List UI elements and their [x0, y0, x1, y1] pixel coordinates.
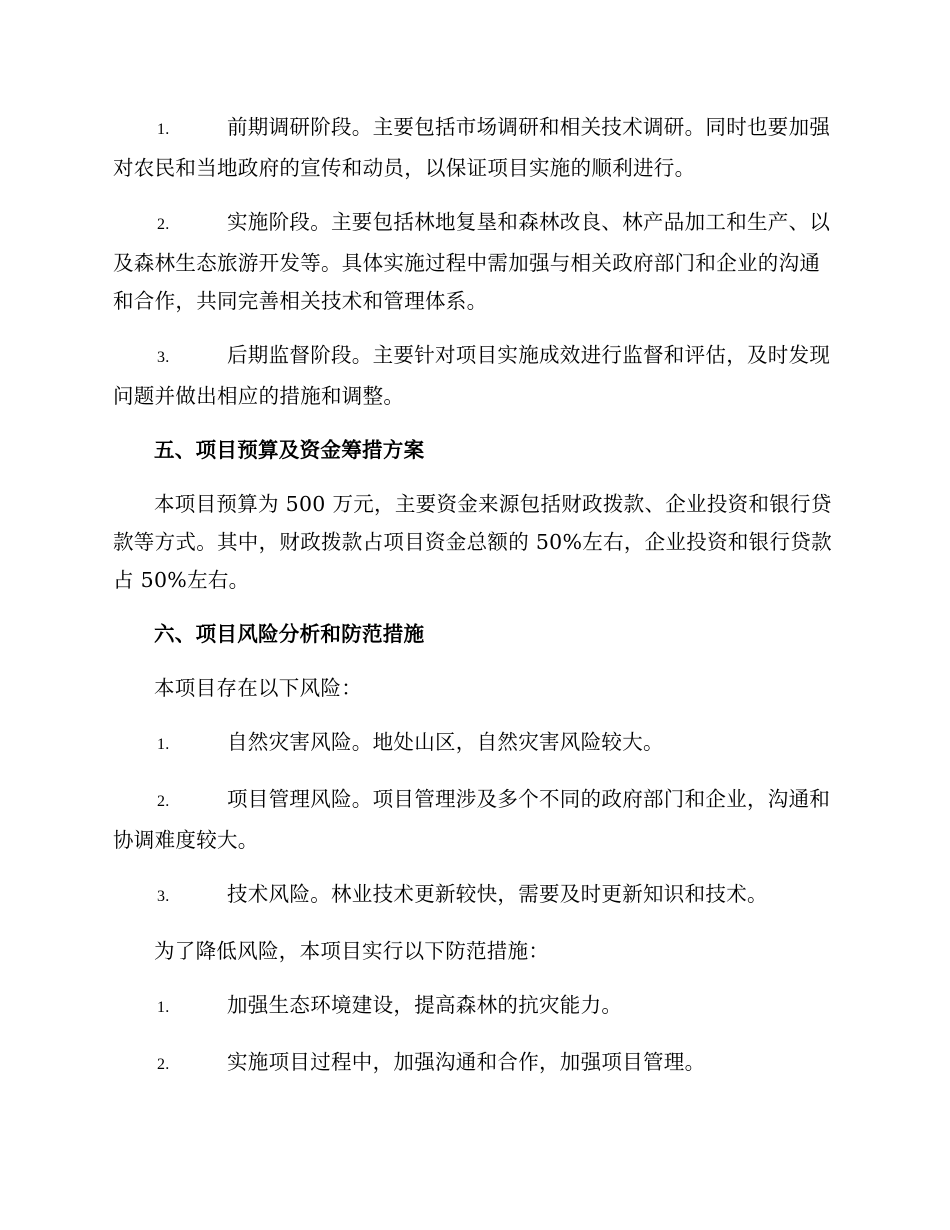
paragraph: 本项目存在以下风险：: [154, 676, 362, 700]
list-number: 3.: [157, 349, 170, 366]
list-item: [113, 875, 837, 916]
list-item: [113, 780, 837, 859]
list-number: 2.: [157, 793, 170, 810]
section-heading: 五、项目预算及资金筹措方案: [154, 438, 425, 462]
list-item: [113, 1043, 837, 1084]
list-number: 3.: [157, 888, 170, 905]
list-number: 1.: [157, 999, 170, 1016]
list-text: 技术风险。林业技术更新较快，需要及时更新知识和技术。: [227, 882, 768, 906]
list-item: [113, 108, 837, 187]
list-text: 加强生态环境建设，提高森林的抗灾能力。: [227, 993, 623, 1017]
list-item: [113, 986, 837, 1027]
list-text: 自然灾害风险。地处山区，自然灾害风险较大。: [227, 730, 664, 754]
paragraph: 本项目预算为 500 万元，主要资金来源包括财政拨款、企业投资和银行贷款等方式。其中，财政拨款占项目资金总额的 50%左右，企业投资和银行贷款占 50%左右。: [113, 492, 832, 592]
section-heading: 六、项目风险分析和防范措施: [154, 622, 425, 646]
list-text: 实施阶段。主要包括林地复垦和森林改良、林产品加工和生产、以及森林生态旅游开发等。具体实施过程中需加强与相关政府部门和企业的沟通和合作，共同完善相关技术和管理体系。: [113, 210, 831, 313]
list-number: 1.: [157, 121, 170, 138]
list-item: [113, 336, 837, 415]
list-text: 前期调研阶段。主要包括市场调研和相关技术调研。同时也要加强对农民和当地政府的宣传和动员，以保证项目实施的顺利进行。: [113, 115, 831, 180]
list-number: 1.: [157, 736, 170, 753]
list-number: 2.: [157, 1056, 170, 1073]
paragraph: 为了降低风险，本项目实行以下防范措施：: [154, 939, 550, 963]
list-text: 项目管理风险。项目管理涉及多个不同的政府部门和企业，沟通和协调难度较大。: [113, 787, 831, 852]
document-page: [113, 108, 837, 1100]
list-item: [113, 723, 837, 764]
list-text: 实施项目过程中，加强沟通和合作，加强项目管理。: [227, 1050, 706, 1074]
list-text: 后期监督阶段。主要针对项目实施成效进行监督和评估，及时发现问题并做出相应的措施和调整。: [113, 343, 831, 408]
list-number: 2.: [157, 216, 170, 233]
list-item: [113, 203, 837, 320]
